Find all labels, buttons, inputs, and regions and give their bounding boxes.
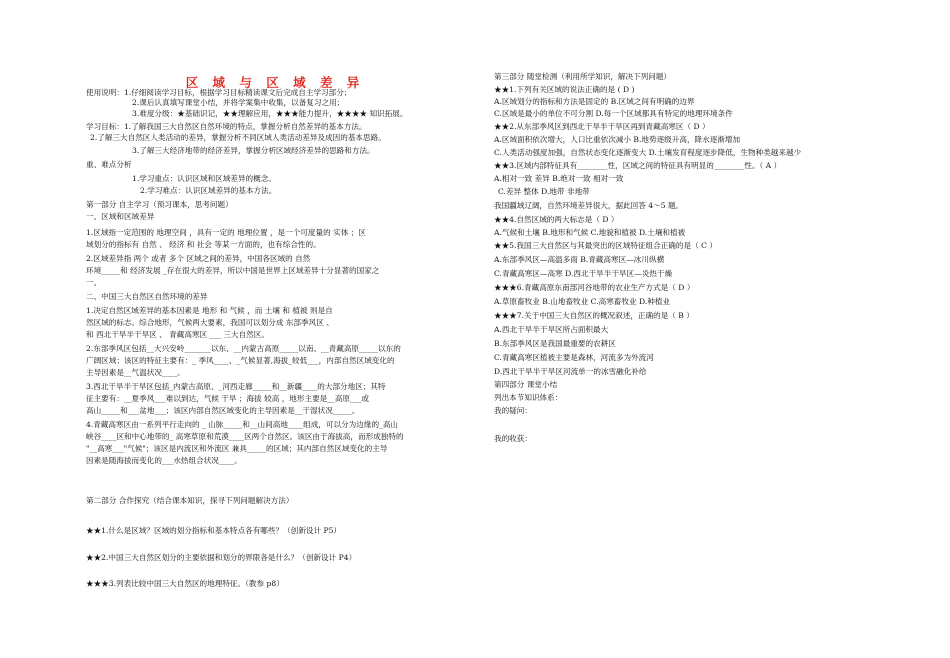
test-1-options-cd: C.区域是最小的单位不可分割 D.每一个区域都具有特定的地理环境条件 bbox=[494, 109, 733, 118]
test-6-stem: ★★★6.青藏高原东南部河谷地带的农业生产方式是（ D ） bbox=[494, 283, 695, 292]
q4-line-4: 因素是随海拔而变化的___水热组合状况____。 bbox=[86, 456, 242, 465]
q2-line-3: 主导因素是__气温状况____。 bbox=[86, 368, 185, 377]
q4-line-2: 峡谷____区和中心地带的_ 高寒草原和荒漠____区两个自然区。该区由于海拔高，而形成独特的 bbox=[86, 432, 404, 441]
q-region-line-1: 1.区域指一定范围的 地理空间 ，具有一定的 地理位置 ，是一个可度量的 实体 ；区 bbox=[86, 228, 366, 237]
test-7-option-d: D.西北干旱半干旱区河流单一的冰雪融化补给 bbox=[494, 367, 647, 376]
goal-2: 2.了解三大自然区人类活动的差异，掌握分析不同区域人类活动差异及成因的基本思路。 bbox=[90, 133, 386, 142]
test-2-options-ab: A.区域面积依次增大，人口比重依次减小 B.地势逐级升高，降水逐渐增加 bbox=[494, 135, 741, 144]
test-1-options-ab: A.区域划分的指标和方法是固定的 B.区域之间有明确的边界 bbox=[494, 97, 695, 106]
q-diff-line-1: 2.区域差异指 两个 或者 多个 区域之间的差异，中国各区域的 自然 bbox=[86, 254, 311, 263]
section-1-heading: 一、区域和区域差异 bbox=[86, 212, 155, 221]
q-diff-line-3: 一。 bbox=[86, 278, 102, 287]
part-1-heading: 第一部分 自主学习（预习课本，思考问题） bbox=[86, 200, 233, 209]
q2-line-2: 广阔区域；该区的特征主要有：_ 季风____、_气候显著,海拔_较低___，内部自然区域变化的 bbox=[86, 356, 395, 365]
test-4-options: A.气候和土壤 B.地形和气候 C.地貌和植被 D.土壤和植被 bbox=[494, 228, 686, 237]
test-3-note: 我国疆域辽阔，自然环境差异很大，据此回答 4～5 题。 bbox=[494, 201, 684, 210]
test-6-options: A.草原畜牧业 B.山地畜牧业 C.高寒畜牧业 D.种植业 bbox=[494, 297, 671, 306]
q3-line-3: 高山_____和___盆地___；该区内部自然区域变化的主导因素是__干湿状况_____。 bbox=[86, 406, 360, 415]
explore-question-2: ★★2.中国三大自然区划分的主要依据和划分的界限各是什么？（创新设计 P4） bbox=[86, 553, 357, 562]
test-5-options-ab: A.东部季风区—高温多雨 B.青藏高寒区—冰川纵横 bbox=[494, 255, 665, 264]
q1-line-3: 和 西北干旱半干旱区 、 青藏高寒区 ___ 三大自然区。 bbox=[86, 330, 269, 339]
test-5-stem: ★★5.我国三大自然区与其最突出的区域特征组合正确的是（ C ） bbox=[494, 241, 717, 250]
test-7-option-b: B.东部季风区是我国最重要的农耕区 bbox=[494, 339, 616, 348]
test-7-option-a: A.西北干旱半干旱区所占面积最大 bbox=[494, 325, 609, 334]
q3-line-2: 征主要有：__夏季风___难以到达，气候 干旱 ；海拔 较高 ，地形主要是__高原___或 bbox=[86, 394, 370, 403]
summary-questions: 我的疑问： bbox=[494, 406, 532, 415]
part-3-heading: 第三部分 随堂检测（利用所学知识，解决下列问题） bbox=[494, 72, 672, 81]
summary-knowledge-system: 列出本节知识体系： bbox=[494, 393, 563, 402]
q-diff-line-2: 环境_____和 经济发展 _存在很大的差异，所以中国是世界上区域差异十分显著的国家之 bbox=[86, 266, 380, 275]
explore-question-3: ★★★3.列表比较中国三大自然区的地理特征。（教参 p8） bbox=[86, 579, 284, 588]
q1-line-2: 然区域的标志。综合地形，气候两大要素，我国可以划分成 东部季风区 、 bbox=[86, 318, 334, 327]
test-2-options-cd: C.人类活动强度加强，自然状态变化逐渐变大 D.土壤发育程度逐步降低，生物种类越来越少 bbox=[494, 148, 802, 157]
q3-line-1: 3.西北干旱半干旱区包括_内蒙古高原、_河西走廊_____和__新疆____的大部分地区；其特 bbox=[86, 382, 386, 391]
test-7-option-c: C.青藏高寒区植被主要是森林，河流多为外流河 bbox=[494, 353, 654, 362]
section-2-heading: 二、中国三大自然区自然环境的差异 bbox=[86, 292, 208, 301]
test-3-options-cd: C.差异 整体 D.地带 非地带 bbox=[498, 187, 590, 196]
test-3-stem: ★★3.区域内部特征具有________性，区域之间的特征具有明显的________性。（ A ） bbox=[494, 161, 782, 170]
goal-1: 学习目标：1.了解我国三大自然区自然环境的特点，掌握分析自然差异的基本方法。 bbox=[86, 122, 367, 131]
part-2-heading: 第二部分 合作探究（结合课本知识，探寻下列问题解决方法） bbox=[86, 496, 294, 505]
q4-line-3: "__高寒___"气候"；该区是内流区和外流区 兼具_____的区域；其内部自然区域变化的主导 bbox=[86, 444, 388, 453]
part-4-heading: 第四部分 课堂小结 bbox=[494, 380, 558, 389]
test-4-stem: ★★4.自然区域的两大标志是（ D ） bbox=[494, 215, 619, 224]
test-7-stem: ★★★7.关于中国三大自然区的概况叙述，正确的是（ B ） bbox=[494, 311, 694, 320]
explore-question-1: ★★1.什么是区域？区域的划分指标和基本特点各有哪些？（创新设计 P5） bbox=[86, 526, 342, 535]
usage-note-1: 使用说明：1.仔细阅读学习目标，根据学习目标精读课文后完成自主学习部分； bbox=[86, 88, 352, 97]
page-title: 区 域 与 区 域 差 异 bbox=[185, 75, 365, 90]
test-3-options-ab: A.相对一致 差异 B.绝对一致 相对一致 bbox=[494, 174, 624, 183]
test-1-stem: ★★1.下列有关区域的说法正确的是 ( D ) bbox=[494, 85, 635, 94]
usage-note-3: 3.难度分级：★基础识记，★★理解应用，★★★能力提升，★★★★ 知识拓展。 bbox=[132, 109, 408, 118]
key-point-1: 1.学习重点：认识区域和区域差异的概念。 bbox=[132, 174, 276, 183]
goal-3: 3.了解三大经济地带的经济差异，掌握分析区域经济差异的思路和方法。 bbox=[132, 146, 375, 155]
key-point-2: 2.学习难点：认识区域差异的基本方法。 bbox=[140, 186, 277, 195]
q1-line-1: 1.决定自然区域差异的基本因素是 地形 和 气候 ，而 土壤 和 植被 则是自 bbox=[86, 306, 333, 315]
summary-gains: 我的收获： bbox=[494, 434, 532, 443]
key-title: 重、难点分析 bbox=[86, 160, 132, 169]
test-5-options-cd: C.青藏高寒区—高寒 D.西北干旱半干旱区—炎热干燥 bbox=[494, 269, 673, 278]
q4-line-1: 4.青藏高寒区由一系列平行走向的 _ 山脉_____和__山间高地____组成，可以分为边缘的_高山 bbox=[86, 420, 399, 429]
q-region-line-2: 域划分的指标有 自然 、 经济 和 社会 等某一方面的，也有综合性的。 bbox=[86, 240, 321, 249]
q2-line-1: 2.东部季风区包括__大兴安岭_______以东、__内蒙古高原_____以南、__青藏高原_____以东的 bbox=[86, 344, 401, 353]
usage-note-2: 2.课后认真填写课堂小结，并将学案集中收集，以备复习之用； bbox=[132, 98, 345, 107]
test-2-stem: ★★2.从东部季风区到西北干旱半干旱区再到青藏高寒区（ D ） bbox=[494, 122, 710, 131]
